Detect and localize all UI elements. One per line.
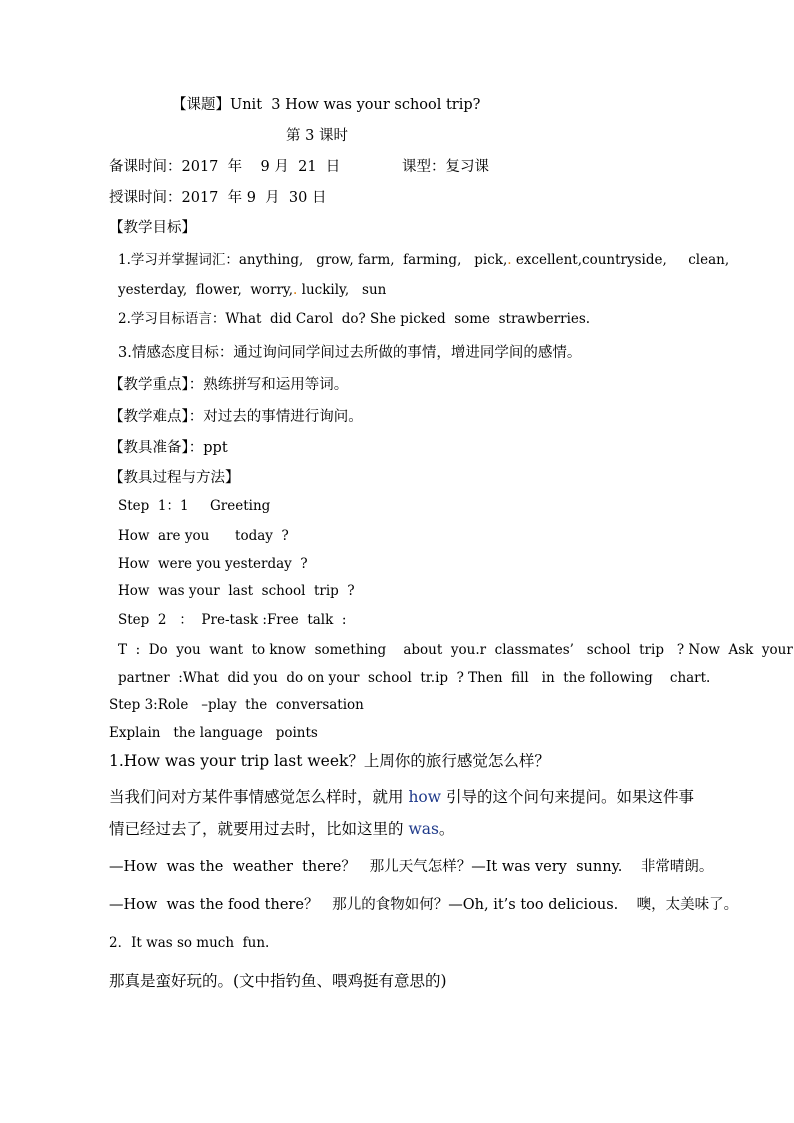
example-1: —How was the weather there？ 那儿天气怎样？—It was very sunny. 非常晴朗。	[109, 859, 714, 875]
point-1-desc-line-1	[109, 790, 694, 806]
example-2: —How was the food there？ 那儿的食物如何？—Oh, it’s too delicious. 噢，太美味了。	[109, 897, 739, 913]
goal-1-text: 1.学习并掌握词汇：anything, grow, farm, farming, pick,	[118, 252, 508, 268]
step-1: Step 1：1 Greeting	[118, 498, 271, 514]
step-3: Step 3:Role –play the conversation	[109, 697, 364, 713]
question-1: How are you today ?	[118, 528, 289, 544]
goals-heading: 【教学目标】	[109, 220, 196, 236]
keyword-was: was	[408, 820, 439, 838]
question-3: How was your last school trip ?	[118, 583, 355, 599]
point-1-desc-b: 引导的这个问句来提问。如果这件事	[441, 788, 694, 806]
teacher-prompt-line-1: T : Do you want to know something about you.r classmates’ school trip ? Now Ask your	[118, 642, 793, 658]
goal-1-line-2	[118, 284, 386, 298]
lesson-title: 【课题】Unit 3 How was your school trip?	[172, 97, 481, 113]
keyword-how: how	[408, 788, 442, 806]
lesson-type: 课型：复习课	[402, 159, 489, 175]
point-2-desc: 那真是蛮好玩的。(文中指钓鱼、喂鸡挺有意思的)	[109, 972, 447, 990]
process-heading: 【教具过程与方法】	[109, 470, 240, 486]
goal-1-tail: excellent,countryside, clean,	[511, 252, 730, 268]
teacher-prompt-line-2: partner :What did you do on your school tr.ip ? Then fill in the following chart.	[118, 670, 711, 686]
point-1-desc2-a: 情已经过去了，就要用过去时，比如这里的	[109, 820, 409, 838]
question-2: How were you yesterday ?	[118, 556, 308, 572]
goal-1-text-2: yesterday, flower, worry,	[118, 282, 294, 298]
goal-2: 2.学习目标语言：What did Carol do? She picked some strawberries.	[118, 311, 591, 327]
goal-1-line-1	[118, 254, 729, 268]
teach-date: 授课时间：2017 年 9 月 30 日	[109, 190, 327, 206]
prep-date: 备课时间：2017 年 9 月 21 日	[109, 159, 341, 175]
point-2-title: 2．It was so much fun.	[109, 935, 270, 951]
goal-3: 3.情感态度目标：通过询问同学间过去所做的事情，增进同学间的感情。	[118, 345, 582, 361]
key-points: 【教学重点】：熟练拼写和运用等词。	[109, 377, 349, 393]
point-1-title: 1.How was your trip last week？上周你的旅行感觉怎么样？	[109, 752, 550, 770]
point-1-desc-a: 当我们问对方某件事情感觉怎么样时，就用	[109, 788, 409, 806]
lesson-period: 第 3 课时	[286, 128, 348, 144]
difficulties: 【教学难点】：对过去的事情进行询问。	[109, 409, 363, 425]
red-dot-mark-2: .	[293, 282, 298, 298]
goal-1-tail-2: luckily, sun	[297, 282, 387, 298]
step-2: Step 2 ： Pre-task :Free talk :	[118, 612, 347, 628]
point-1-desc-line-2	[109, 822, 454, 838]
materials: 【教具准备】：ppt	[109, 440, 228, 456]
red-dot-mark: .	[507, 252, 512, 268]
explain-heading: Explain the language points	[109, 725, 318, 741]
point-1-desc2-b: 。	[438, 820, 455, 838]
